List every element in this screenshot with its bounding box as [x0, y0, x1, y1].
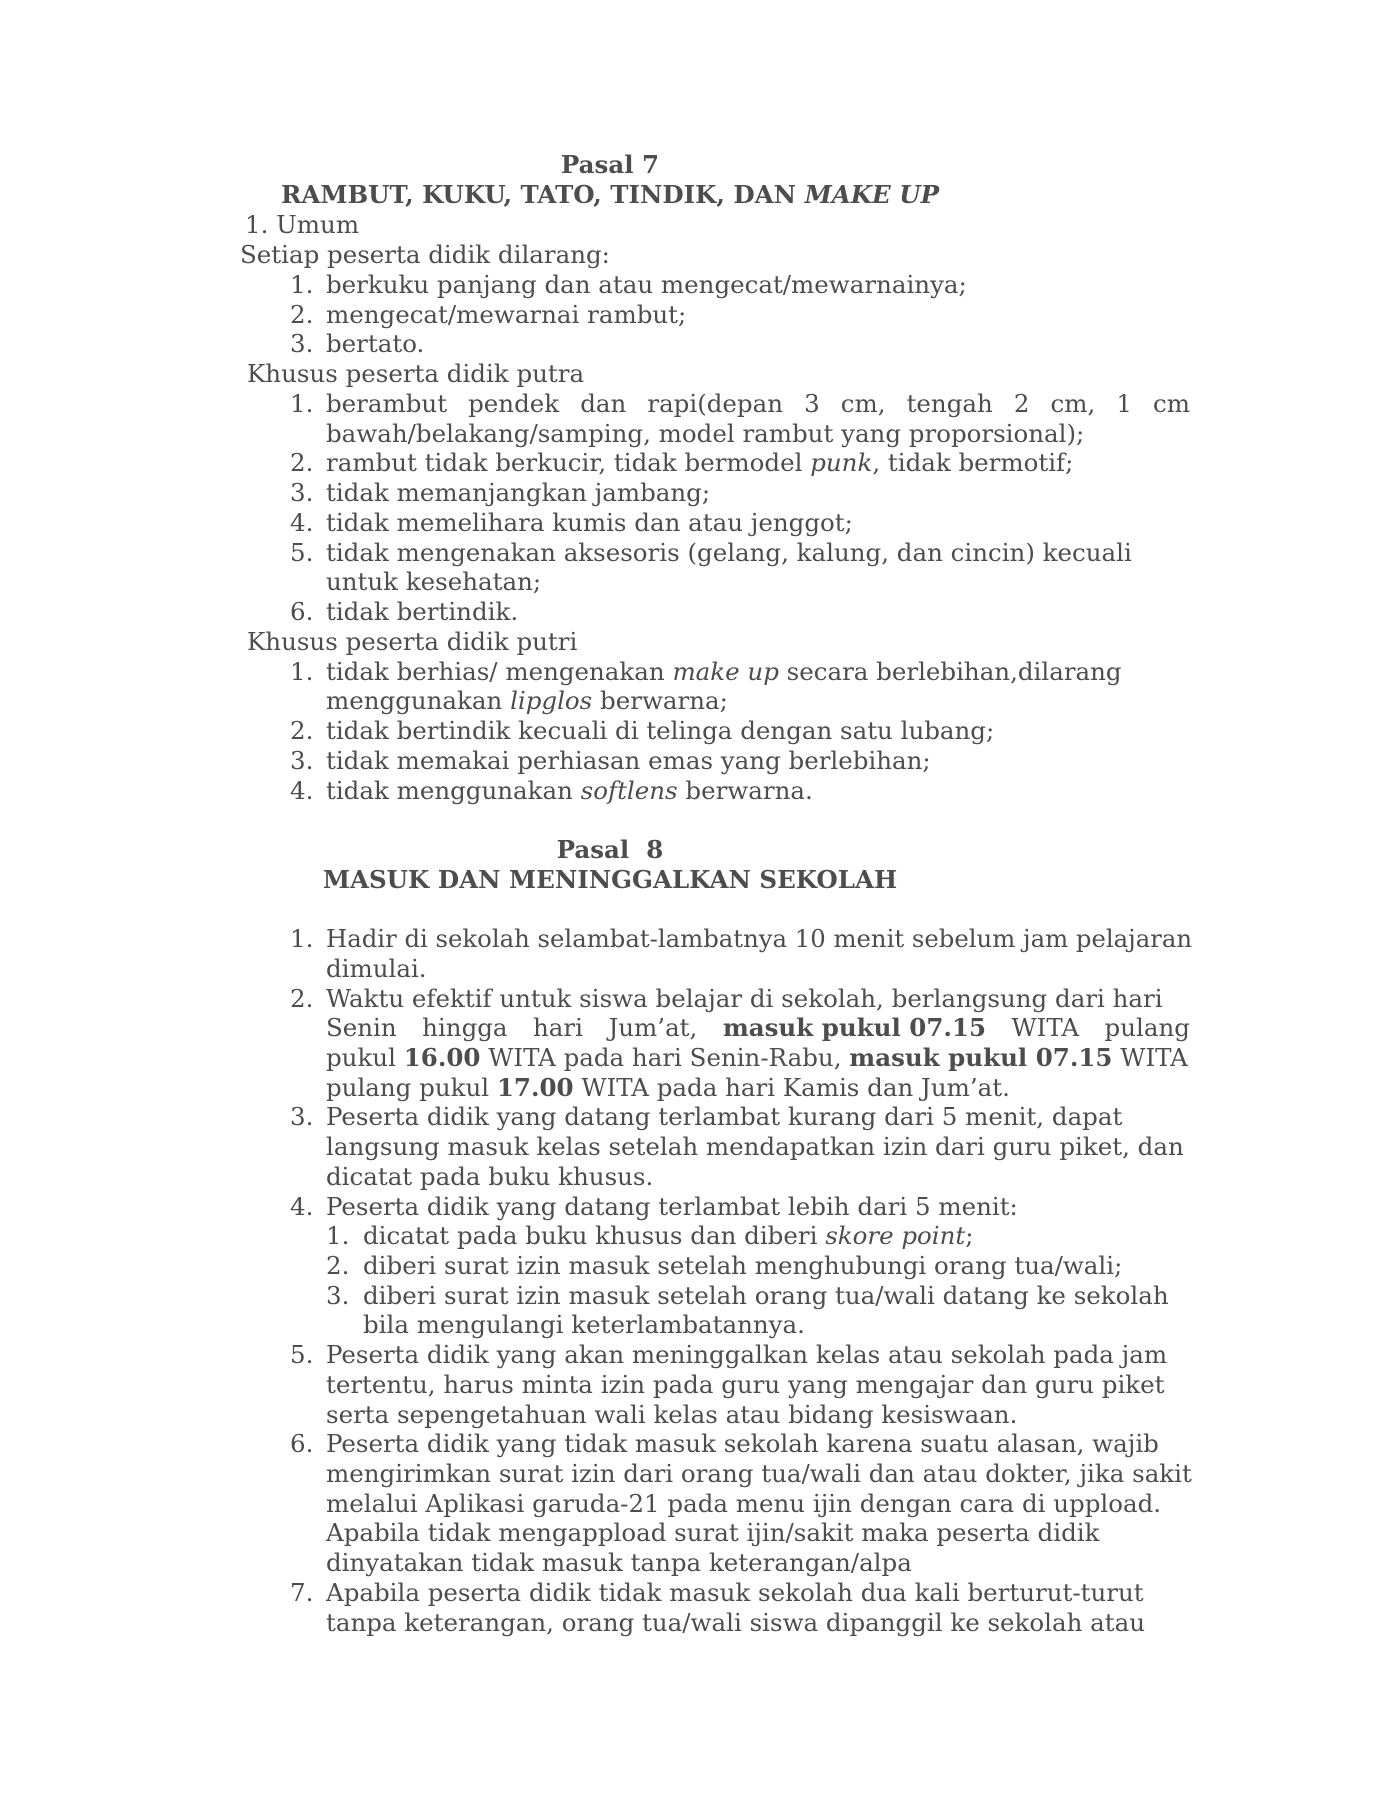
- list-number: 4.: [290, 508, 314, 537]
- list-item: mengecat/mewarnai rambut;: [326, 300, 687, 329]
- list-item: berkuku panjang dan atau mengecat/mewarnainya;: [326, 270, 967, 299]
- list-number: 6.: [290, 1429, 314, 1458]
- list-number: 5.: [290, 1340, 314, 1369]
- umum-intro: Setiap peserta didik dilarang:: [240, 240, 610, 269]
- list-item: tidak memakai perhiasan emas yang berlebihan;: [326, 746, 931, 775]
- list-number: 7.: [290, 1578, 314, 1607]
- list-number: 3.: [290, 329, 314, 358]
- sublist-number: 1.: [326, 1221, 350, 1250]
- list-item-continuation: pulang pukul 17.00 WITA pada hari Kamis dan Jum’at.: [326, 1073, 1010, 1102]
- list-item-continuation: dicatat pada buku khusus.: [326, 1162, 654, 1191]
- list-item: tidak memanjangkan jambang;: [326, 478, 711, 507]
- putri-label: Khusus peserta didik putri: [247, 627, 578, 656]
- list-number: 1.: [290, 657, 314, 686]
- sublist-item: dicatat pada buku khusus dan diberi skore point;: [363, 1221, 974, 1250]
- list-number: 3.: [290, 746, 314, 775]
- list-number: 2.: [290, 984, 314, 1013]
- list-item-continuation: serta sepengetahuan wali kelas atau bidang kesiswaan.: [326, 1400, 1018, 1429]
- list-item-continuation: langsung masuk kelas setelah mendapatkan izin dari guru piket, dan: [326, 1132, 1184, 1161]
- list-item-continuation: Apabila tidak mengappload surat ijin/sakit maka peserta didik: [326, 1518, 1100, 1547]
- list-number: 2.: [290, 716, 314, 745]
- list-item-continuation: tanpa keterangan, orang tua/wali siswa dipanggil ke sekolah atau: [326, 1608, 1145, 1637]
- list-item: Waktu efektif untuk siswa belajar di sekolah, berlangsung dari hari: [326, 984, 1163, 1013]
- sublist-item: diberi surat izin masuk setelah orang tua/wali datang ke sekolah: [363, 1281, 1169, 1310]
- list-item-continuation: melalui Aplikasi garuda-21 pada menu ijin dengan cara di uppload.: [326, 1489, 1162, 1518]
- sublist-number: 3.: [326, 1281, 350, 1310]
- list-item: rambut tidak berkucir, tidak bermodel punk, tidak bermotif;: [326, 448, 1074, 477]
- list-item: tidak berhias/ mengenakan make up secara berlebihan,dilarang: [326, 657, 1122, 686]
- list-item: Peserta didik yang akan meninggalkan kelas atau sekolah pada jam: [326, 1340, 1168, 1369]
- list-item-continuation: dinyatakan tidak masuk tanpa keterangan/alpa: [326, 1548, 912, 1577]
- sublist-item-continuation: bila mengulangi keterlambatannya.: [363, 1310, 805, 1339]
- list-item-continuation: pukul 16.00 WITA pada hari Senin-Rabu, masuk pukul 07.15 WITA: [326, 1043, 1188, 1072]
- list-item: Hadir di sekolah selambat-lambatnya 10 menit sebelum jam pelajaran: [326, 924, 1193, 953]
- list-item: tidak bertindik.: [326, 597, 519, 626]
- list-number: 5.: [290, 538, 314, 567]
- list-number: 1.: [290, 270, 314, 299]
- putra-label: Khusus peserta didik putra: [247, 359, 585, 388]
- list-item: tidak menggunakan softlens berwarna.: [326, 776, 813, 805]
- list-number: 3.: [290, 478, 314, 507]
- list-item: Apabila peserta didik tidak masuk sekolah dua kali berturut-turut: [326, 1578, 1144, 1607]
- umum-label: 1. Umum: [245, 210, 360, 239]
- list-item-continuation: bawah/belakang/samping, model rambut yang proporsional);: [326, 419, 1085, 448]
- list-item: tidak mengenakan aksesoris (gelang, kalung, dan cincin) kecuali: [326, 538, 1132, 567]
- list-number: 2.: [290, 448, 314, 477]
- list-item-continuation: dimulai.: [326, 954, 427, 983]
- pasal-7-title: RAMBUT, KUKU, TATO, TINDIK, DAN MAKE UP: [280, 180, 940, 209]
- list-number: 6.: [290, 597, 314, 626]
- pasal-8-title: MASUK DAN MENINGGALKAN SEKOLAH: [322, 865, 898, 894]
- list-item: tidak memelihara kumis dan atau jenggot;: [326, 508, 853, 537]
- list-item-continuation: Senin hingga hari Jum’at, masuk pukul 07.15 WITA pulang: [326, 1013, 1190, 1042]
- list-number: 1.: [290, 924, 314, 953]
- list-item: berambut pendek dan rapi(depan 3 cm, tengah 2 cm, 1 cm: [326, 389, 1190, 418]
- list-item-continuation: untuk kesehatan;: [326, 567, 542, 596]
- sublist-item: diberi surat izin masuk setelah menghubungi orang tua/wali;: [363, 1251, 1123, 1280]
- list-number: 1.: [290, 389, 314, 418]
- pasal-7-heading: Pasal 7: [560, 150, 660, 179]
- list-item-continuation: tertentu, harus minta izin pada guru yang mengajar dan guru piket: [326, 1370, 1165, 1399]
- list-number: 4.: [290, 776, 314, 805]
- list-number: 2.: [290, 300, 314, 329]
- list-item-continuation: mengirimkan surat izin dari orang tua/wali dan atau dokter, jika sakit: [326, 1459, 1192, 1488]
- list-number: 4.: [290, 1192, 314, 1221]
- list-item: tidak bertindik kecuali di telinga dengan satu lubang;: [326, 716, 995, 745]
- list-item: bertato.: [326, 329, 425, 358]
- list-item: Peserta didik yang datang terlambat kurang dari 5 menit, dapat: [326, 1102, 1123, 1131]
- list-item: Peserta didik yang datang terlambat lebih dari 5 menit:: [326, 1192, 1018, 1221]
- pasal-8-heading: Pasal 8: [556, 835, 664, 864]
- list-number: 3.: [290, 1102, 314, 1131]
- list-item: Peserta didik yang tidak masuk sekolah karena suatu alasan, wajib: [326, 1429, 1159, 1458]
- list-item-continuation: menggunakan lipglos berwarna;: [326, 686, 728, 715]
- sublist-number: 2.: [326, 1251, 350, 1280]
